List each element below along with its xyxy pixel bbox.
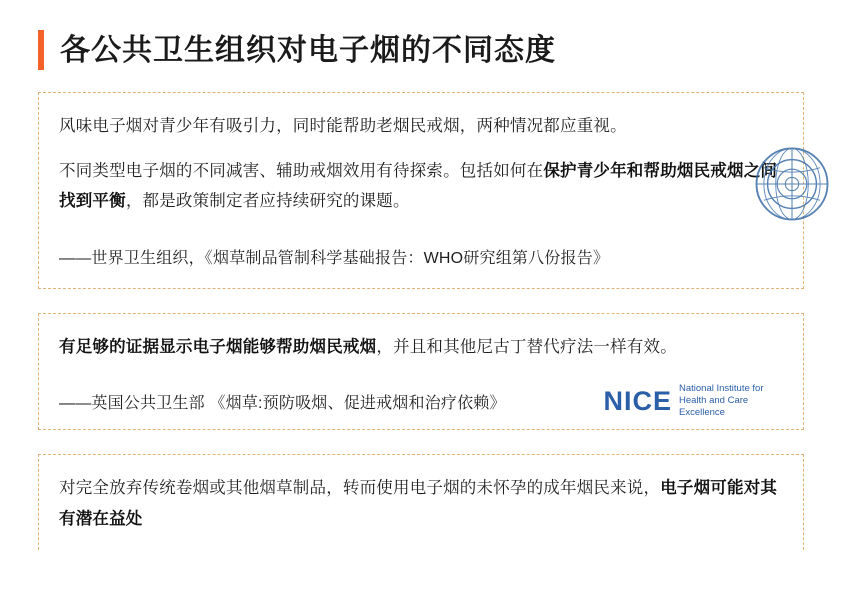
who-paragraph-2 bbox=[59, 156, 783, 217]
phe-source: ——英国公共卫生部 《烟草:预防吸烟、促进戒烟和治疗依赖》 bbox=[59, 395, 506, 413]
phe-paragraph-1-tail: ，并且和其他尼古丁替代疗法一样有效。 bbox=[376, 337, 677, 356]
page-title bbox=[38, 0, 804, 92]
nice-subtitle bbox=[679, 383, 789, 419]
who-source: ——世界卫生组织，《烟草制品管制科学基础报告：WHO研究组第八份报告》 bbox=[59, 249, 610, 267]
who-paragraph-1: 风味电子烟对青少年有吸引力，同时能帮助老烟民戒烟，两种情况都应重视。 bbox=[59, 117, 627, 135]
third-paragraph-1-bold: 电子烟可能对其有潜在益处 bbox=[59, 479, 778, 528]
nice-subtitle-line2: Health and Care Excellence bbox=[679, 395, 749, 419]
third-paragraph-1-lead: 对完全放弃传统卷烟或其他烟草制品，转而使用电子烟的未怀孕的成年烟民来说， bbox=[59, 479, 661, 498]
third-paragraph-1 bbox=[59, 473, 783, 534]
page-title-text: 各公共卫生组织对电子烟的不同态度 bbox=[60, 33, 556, 67]
who-paragraph-2-bold: 保护青少年和帮助烟民戒烟之间找到平衡 bbox=[59, 161, 778, 211]
third-quote-block bbox=[38, 454, 804, 550]
nice-logo bbox=[603, 383, 789, 419]
title-accent-bar bbox=[38, 30, 44, 70]
phe-paragraph-1 bbox=[59, 332, 783, 363]
who-spacer bbox=[59, 231, 783, 245]
who-paragraph-2-lead: 不同类型电子烟的不同减害、辅助戒烟效用有待探索。包括如何在 bbox=[59, 161, 544, 180]
who-paragraph-2-tail: ，都是政策制定者应持续研究的课题。 bbox=[125, 192, 410, 211]
nice-wordmark: NICE bbox=[603, 385, 672, 416]
who-emblem-icon bbox=[755, 147, 829, 221]
who-quote-block bbox=[38, 92, 804, 289]
phe-paragraph-1-bold: 有足够的证据显示电子烟能够帮助烟民戒烟 bbox=[59, 337, 377, 356]
phe-quote-block bbox=[38, 313, 804, 431]
nice-subtitle-line1: National Institute for bbox=[679, 383, 764, 395]
